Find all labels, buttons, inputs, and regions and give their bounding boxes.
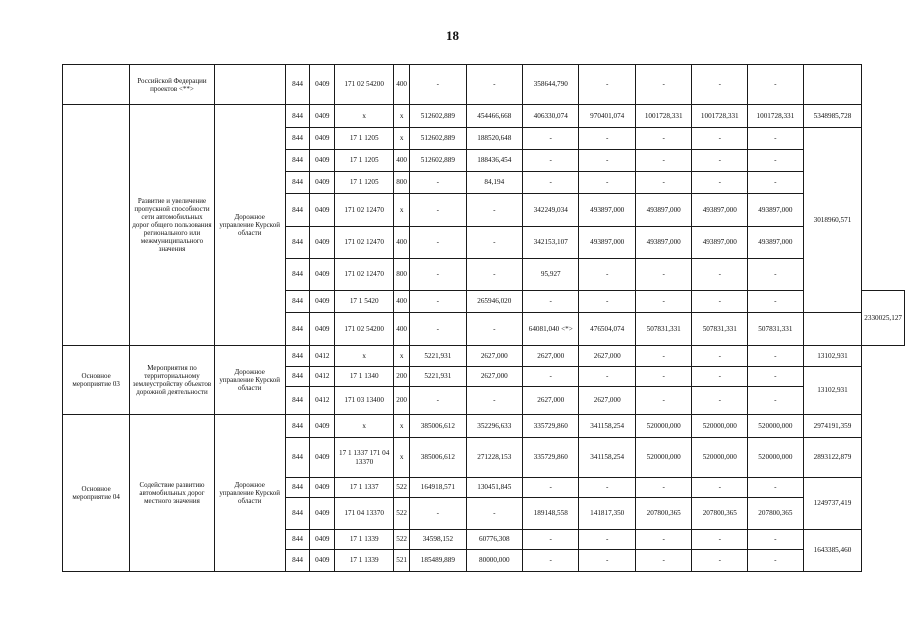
value-cell: 207800,365 (692, 498, 748, 530)
value-cell: - (692, 530, 748, 550)
value-cell: 189148,558 (523, 498, 579, 530)
budget-table (62, 64, 905, 572)
vr-cell: 400 (394, 65, 410, 105)
event-cell (63, 65, 130, 105)
value-cell: 493897,000 (579, 194, 635, 227)
value-cell: - (748, 550, 804, 572)
vr-cell: 800 (394, 259, 410, 291)
csr-cell: 171 02 12470 (335, 227, 394, 259)
vr-cell: 400 (394, 150, 410, 172)
value-cell: 406330,074 (523, 105, 579, 128)
value-cell: - (466, 65, 522, 105)
value-cell: 188436,454 (466, 150, 522, 172)
table-row (63, 415, 905, 438)
rzpr-cell: 0409 (310, 172, 335, 194)
value-cell: - (692, 550, 748, 572)
value-cell: - (523, 550, 579, 572)
vr-cell: x (394, 128, 410, 150)
value-cell: - (692, 478, 748, 498)
value-cell: 342249,034 (523, 194, 579, 227)
executor-cell: Дорожное управление Курской области (214, 346, 285, 415)
value-cell: 1001728,331 (692, 105, 748, 128)
value-cell: - (635, 530, 692, 550)
value-cell: 2627,000 (466, 346, 522, 367)
value-cell: - (410, 498, 466, 530)
value-cell: - (410, 259, 466, 291)
table-row (63, 346, 905, 367)
vr-cell: 400 (394, 291, 410, 313)
value-cell: 2627,000 (523, 387, 579, 415)
executor-cell (214, 65, 285, 105)
description-cell: Развитие и увеличение пропускной способности сети автомобильных дорог общего пользования регионального или межмуниципального значения (130, 105, 214, 346)
value-cell: - (410, 227, 466, 259)
csr-cell: x (335, 415, 394, 438)
value-cell: - (466, 227, 522, 259)
executor-cell: Дорожное управление Курской области (214, 415, 285, 572)
value-cell: - (748, 291, 804, 313)
value-cell: 520000,000 (692, 415, 748, 438)
csr-cell: x (335, 346, 394, 367)
value-cell: - (635, 259, 692, 291)
value-cell: 507831,331 (748, 313, 804, 346)
grbs-cell: 844 (285, 550, 310, 572)
value-cell: - (635, 172, 692, 194)
event-cell (63, 105, 130, 346)
value-cell: - (748, 387, 804, 415)
value-cell: 34598,152 (410, 530, 466, 550)
vr-cell: 522 (394, 498, 410, 530)
grbs-cell: 844 (285, 172, 310, 194)
csr-cell: 171 02 54200 (335, 65, 394, 105)
value-cell: 185489,889 (410, 550, 466, 572)
value-cell: - (523, 367, 579, 387)
value-cell: 493897,000 (579, 227, 635, 259)
grbs-cell: 844 (285, 105, 310, 128)
value-cell: - (466, 259, 522, 291)
value-cell: - (523, 530, 579, 550)
value-cell: - (410, 194, 466, 227)
value-cell: 60776,308 (466, 530, 522, 550)
value-cell: 335729,860 (523, 415, 579, 438)
value-cell: 1001728,331 (635, 105, 692, 128)
grbs-cell: 844 (285, 313, 310, 346)
value-cell: 493897,000 (635, 194, 692, 227)
value-cell: 342153,107 (523, 227, 579, 259)
grbs-cell: 844 (285, 530, 310, 550)
grbs-cell: 844 (285, 227, 310, 259)
csr-cell: 171 04 13370 (335, 498, 394, 530)
grbs-cell: 844 (285, 415, 310, 438)
total-cell: 1249737,419 (803, 478, 862, 530)
value-cell: - (635, 65, 692, 105)
rzpr-cell: 0409 (310, 498, 335, 530)
csr-cell: 171 02 12470 (335, 259, 394, 291)
csr-cell: 171 03 13400 (335, 387, 394, 415)
value-cell: 2627,000 (466, 367, 522, 387)
value-cell: 335729,860 (523, 438, 579, 478)
description-cell: Содействие развитию автомобильных дорог местного значения (130, 415, 214, 572)
value-cell: - (635, 367, 692, 387)
value-cell: - (748, 150, 804, 172)
value-cell: - (635, 291, 692, 313)
grbs-cell: 844 (285, 194, 310, 227)
value-cell: 520000,000 (692, 438, 748, 478)
value-cell: - (748, 128, 804, 150)
rzpr-cell: 0409 (310, 291, 335, 313)
vr-cell: 400 (394, 227, 410, 259)
value-cell: - (692, 172, 748, 194)
vr-cell: x (394, 415, 410, 438)
value-cell: - (635, 150, 692, 172)
value-cell: 207800,365 (748, 498, 804, 530)
value-cell: 520000,000 (635, 415, 692, 438)
value-cell: - (523, 291, 579, 313)
value-cell: - (635, 346, 692, 367)
value-cell: - (410, 172, 466, 194)
value-cell: 493897,000 (692, 227, 748, 259)
value-cell: 512602,889 (410, 128, 466, 150)
value-cell: - (523, 478, 579, 498)
vr-cell: 522 (394, 478, 410, 498)
value-cell: 84,194 (466, 172, 522, 194)
value-cell: - (692, 291, 748, 313)
rzpr-cell: 0409 (310, 313, 335, 346)
value-cell: 141817,350 (579, 498, 635, 530)
value-cell: - (579, 259, 635, 291)
value-cell: 520000,000 (748, 438, 804, 478)
value-cell: - (579, 367, 635, 387)
rzpr-cell: 0409 (310, 150, 335, 172)
value-cell: - (692, 128, 748, 150)
value-cell: - (692, 346, 748, 367)
value-cell: 265946,020 (466, 291, 522, 313)
vr-cell: 400 (394, 313, 410, 346)
value-cell: - (466, 194, 522, 227)
value-cell: 2627,000 (579, 387, 635, 415)
value-cell: 512602,889 (410, 150, 466, 172)
csr-cell: 17 1 1205 (335, 150, 394, 172)
value-cell: - (579, 150, 635, 172)
rzpr-cell: 0409 (310, 128, 335, 150)
value-cell: 493897,000 (692, 194, 748, 227)
value-cell: - (748, 259, 804, 291)
grbs-cell: 844 (285, 65, 310, 105)
value-cell: - (579, 550, 635, 572)
csr-cell: 17 1 1339 (335, 530, 394, 550)
value-cell: 507831,331 (635, 313, 692, 346)
value-cell: - (579, 291, 635, 313)
total-cell: 2893122,879 (803, 438, 862, 478)
value-cell: 512602,889 (410, 105, 466, 128)
grbs-cell: 844 (285, 291, 310, 313)
value-cell: - (523, 172, 579, 194)
table-row (63, 65, 905, 105)
value-cell: - (692, 259, 748, 291)
value-cell: - (579, 128, 635, 150)
value-cell: 341158,254 (579, 438, 635, 478)
value-cell: - (692, 150, 748, 172)
csr-cell: 171 02 12470 (335, 194, 394, 227)
grbs-cell: 844 (285, 387, 310, 415)
value-cell: 64081,040 <*> (523, 313, 579, 346)
value-cell: - (410, 387, 466, 415)
total-cell: 1643385,460 (803, 530, 862, 572)
grbs-cell: 844 (285, 150, 310, 172)
value-cell: - (748, 346, 804, 367)
vr-cell: x (394, 346, 410, 367)
event-cell: Основное мероприятие 03 (63, 346, 130, 415)
value-cell: - (748, 530, 804, 550)
value-cell: 493897,000 (635, 227, 692, 259)
value-cell: 130451,845 (466, 478, 522, 498)
rzpr-cell: 0412 (310, 387, 335, 415)
vr-cell: 800 (394, 172, 410, 194)
value-cell: 271228,153 (466, 438, 522, 478)
value-cell: - (410, 65, 466, 105)
value-cell: - (579, 172, 635, 194)
csr-cell: 17 1 1339 (335, 550, 394, 572)
rzpr-cell: 0409 (310, 530, 335, 550)
value-cell: - (748, 172, 804, 194)
rzpr-cell: 0409 (310, 105, 335, 128)
value-cell: - (410, 291, 466, 313)
vr-cell: x (394, 105, 410, 128)
value-cell: 385006,612 (410, 438, 466, 478)
total-cell: 5348985,728 (803, 105, 862, 128)
csr-cell: 17 1 1205 (335, 172, 394, 194)
total-cell: 13102,931 (803, 346, 862, 367)
value-cell: - (635, 128, 692, 150)
description-cell: Российской Федерации проектов <**> (130, 65, 214, 105)
rzpr-cell: 0412 (310, 346, 335, 367)
value-cell: 507831,331 (692, 313, 748, 346)
value-cell: - (748, 367, 804, 387)
value-cell: - (466, 498, 522, 530)
value-cell: - (748, 65, 804, 105)
vr-cell: x (394, 438, 410, 478)
grbs-cell: 844 (285, 438, 310, 478)
csr-cell: 17 1 5420 (335, 291, 394, 313)
value-cell: 2627,000 (523, 346, 579, 367)
csr-cell: 17 1 1205 (335, 128, 394, 150)
value-cell: 2627,000 (579, 346, 635, 367)
rzpr-cell: 0409 (310, 478, 335, 498)
value-cell: 207800,365 (635, 498, 692, 530)
csr-cell: 17 1 1337 (335, 478, 394, 498)
value-cell: 493897,000 (748, 194, 804, 227)
total-cell: 3018960,571 (803, 128, 862, 313)
value-cell: 5221,931 (410, 346, 466, 367)
rzpr-cell: 0412 (310, 367, 335, 387)
rzpr-cell: 0409 (310, 259, 335, 291)
value-cell: 454466,668 (466, 105, 522, 128)
value-cell: - (579, 478, 635, 498)
value-cell: 95,927 (523, 259, 579, 291)
rzpr-cell: 0409 (310, 194, 335, 227)
value-cell: 970401,074 (579, 105, 635, 128)
event-cell: Основное мероприятие 04 (63, 415, 130, 572)
total-cell: 2330025,127 (862, 291, 905, 346)
grbs-cell: 844 (285, 259, 310, 291)
total-cell (803, 65, 862, 105)
value-cell: 520000,000 (635, 438, 692, 478)
grbs-cell: 844 (285, 128, 310, 150)
grbs-cell: 844 (285, 367, 310, 387)
total-cell: 13102,931 (803, 367, 862, 415)
value-cell: 188520,648 (466, 128, 522, 150)
value-cell: 80000,000 (466, 550, 522, 572)
csr-cell: x (335, 105, 394, 128)
table-row (63, 105, 905, 128)
value-cell: - (579, 65, 635, 105)
description-cell: Мероприятия по территориальному землеустройству объектов дорожной деятельности (130, 346, 214, 415)
value-cell: - (579, 530, 635, 550)
value-cell: 358644,790 (523, 65, 579, 105)
rzpr-cell: 0409 (310, 227, 335, 259)
rzpr-cell: 0409 (310, 415, 335, 438)
csr-cell: 17 1 1337 171 04 13370 (335, 438, 394, 478)
value-cell: - (466, 387, 522, 415)
executor-cell: Дорожное управление Курской области (214, 105, 285, 346)
value-cell: 520000,000 (748, 415, 804, 438)
value-cell: 5221,931 (410, 367, 466, 387)
value-cell: - (635, 478, 692, 498)
vr-cell: 521 (394, 550, 410, 572)
grbs-cell: 844 (285, 498, 310, 530)
value-cell: 341158,254 (579, 415, 635, 438)
grbs-cell: 844 (285, 478, 310, 498)
value-cell: - (692, 367, 748, 387)
value-cell: - (635, 550, 692, 572)
value-cell: - (692, 65, 748, 105)
total-cell: 2974191,359 (803, 415, 862, 438)
value-cell: 385006,612 (410, 415, 466, 438)
csr-cell: 171 02 54200 (335, 313, 394, 346)
vr-cell: x (394, 194, 410, 227)
grbs-cell: 844 (285, 346, 310, 367)
csr-cell: 17 1 1340 (335, 367, 394, 387)
value-cell: 352296,633 (466, 415, 522, 438)
vr-cell: 522 (394, 530, 410, 550)
value-cell: - (466, 313, 522, 346)
value-cell: - (523, 150, 579, 172)
value-cell: 164918,571 (410, 478, 466, 498)
page-number: 18 (446, 28, 459, 43)
vr-cell: 200 (394, 387, 410, 415)
value-cell: - (692, 387, 748, 415)
value-cell: - (410, 313, 466, 346)
value-cell: - (523, 128, 579, 150)
value-cell: 493897,000 (748, 227, 804, 259)
value-cell: 1001728,331 (748, 105, 804, 128)
vr-cell: 200 (394, 367, 410, 387)
value-cell: - (635, 387, 692, 415)
rzpr-cell: 0409 (310, 65, 335, 105)
rzpr-cell: 0409 (310, 550, 335, 572)
value-cell: - (748, 478, 804, 498)
value-cell: 476504,074 (579, 313, 635, 346)
rzpr-cell: 0409 (310, 438, 335, 478)
